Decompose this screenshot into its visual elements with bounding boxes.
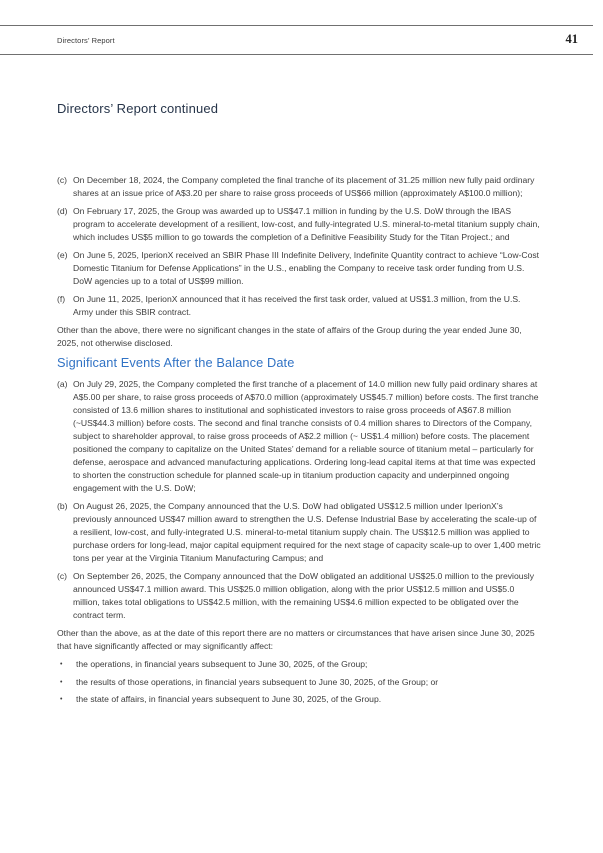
list-item-b bbox=[57, 500, 541, 565]
list-item-e bbox=[57, 249, 541, 288]
bullet-text: the results of those operations, in financial years subsequent to June 30, 2025, of the Group; or bbox=[76, 676, 439, 687]
list-item-text: On June 5, 2025, IperionX received an SBIR Phase III Indefinite Delivery, Indefinite Quantity contract to achieve “Low-Cost Domestic Titanium for Defense Applications” in the U.S., enabling the Company to receive task order funding from U.S. DoW agencies up to a total of US$99 million. bbox=[73, 250, 540, 286]
list-item-d bbox=[57, 205, 541, 244]
list-item-c2 bbox=[57, 570, 541, 622]
bullet-item-state-of-affairs bbox=[57, 693, 541, 706]
list-item-text: On December 18, 2024, the Company completed the final tranche of its placement of 31.25 million new fully paid ordinary shares at an issue price of A$3.20 per share to raise gross proceeds of US$66 million (approximately A$100.0 million); bbox=[73, 175, 535, 198]
bullet-item-operations bbox=[57, 658, 541, 671]
list-item-text: On September 26, 2025, the Company announced that the DoW obligated an additional US$25.0 million to the previously announced US$47.1 million award. This US$25.0 million obligation, along with the prior US$12.5 million and US$5.0 million, takes total obligations to US$42.5 million, with the remaining US$4.6 million expected to be obligated over the contract term. bbox=[73, 571, 535, 620]
header-rule-top bbox=[0, 25, 593, 26]
section-heading-significant-events: Significant Events After the Balance Date bbox=[57, 355, 295, 370]
list-item-text: On February 17, 2025, the Group was awarded up to US$47.1 million in funding by the U.S. DoW through the IBAS program to accelerate development of a resilient, low-cost, and fully-integrated U.S. mineral-to-metal titanium supply chain, which includes US$5 million to go towards the completion of a Definitive Feasibility Study for the Titan Project.; and bbox=[73, 206, 540, 242]
bullet-icon: • bbox=[60, 678, 63, 686]
closing-note-after-balance-date: Other than the above, as at the date of this report there are no matters or circumstances that have arisen since June 30, 2025 that have significantly affected or may significantly affect: bbox=[57, 628, 535, 651]
list-item-label: (f) bbox=[57, 294, 66, 304]
bullet-icon: • bbox=[60, 696, 63, 703]
list-item-text: On July 29, 2025, the Company completed the first tranche of a placement of 14.0 million new fully paid ordinary shares at A$5.00 per share, to raise gross proceeds of A$70.0 million (approximately US$45.7 million) before costs. The first tranche consisted of 13.6 million shares to institutional and sophisticated investors to raise gross proceeds of A$67.8 million (~US$44.3 million) before costs. The second and final tranche consists of 0.4 million shares to Directors of the Company, subject to shareholder approval, to raise gross proceeds of A$2.2 million (~ US$1.4 million) before costs. The placement positioned the company to capitalize on the United States’ demand for a reliable source of titanium metal – particularly for defense, aerospace and advanced manufacturing applications. Ordering long-lead capital items at that time was expected to shorten the construction schedule for planned scale-up in titanium production capacity and underpinned ongoing engagement with the U.S. DoW; bbox=[73, 379, 539, 493]
list-item-label: (c) bbox=[57, 571, 68, 581]
list-item-label: (c) bbox=[57, 175, 68, 185]
list-item-text: On August 26, 2025, the Company announced that the U.S. DoW had obligated US$12.5 million under IperionX’s previously announced US$47 million award to strengthen the U.S. Defense Industrial Base by accelerating the scale-up of a resilient, low-cost, and fully-integrated U.S. mineral-to-metal titanium supply chain. The US$12.5 million was applied to purchase orders for long-lead, major capital equipment required for the next stage of capacity scale-up to over 1,400 metric tons per year at the Virginia Titanium Manufacturing Campus; and bbox=[73, 501, 541, 563]
bullet-text: the operations, in financial years subsequent to June 30, 2025, of the Group; bbox=[76, 659, 368, 669]
list-item-f bbox=[57, 293, 541, 319]
list-item-a bbox=[57, 378, 541, 495]
list-item-label: (a) bbox=[57, 379, 68, 389]
bullet-text: the state of affairs, in financial years subsequent to June 30, 2025, of the Group. bbox=[76, 694, 382, 704]
list-item-label: (d) bbox=[57, 206, 68, 216]
page-number: 41 bbox=[565, 32, 578, 46]
header-rule-bottom bbox=[0, 54, 593, 55]
report-body bbox=[57, 174, 541, 711]
list-item-text: On June 11, 2025, IperionX announced that it has received the first task order, valued at US$1.3 million, from the U.S. Army under this SBIR contract. bbox=[73, 294, 521, 317]
list-item-label: (e) bbox=[57, 250, 68, 260]
page-title: Directors’ Report continued bbox=[57, 101, 219, 116]
closing-note-state-of-affairs: Other than the above, there were no significant changes in the state of affairs of the Group during the year ended June 30, 2025, not otherwise disclosed. bbox=[57, 325, 522, 348]
running-header-label: Directors’ Report bbox=[57, 36, 115, 45]
bullet-icon: • bbox=[60, 661, 63, 668]
bullet-item-results bbox=[57, 676, 541, 689]
list-item-c bbox=[57, 174, 541, 200]
list-item-label: (b) bbox=[57, 501, 68, 511]
